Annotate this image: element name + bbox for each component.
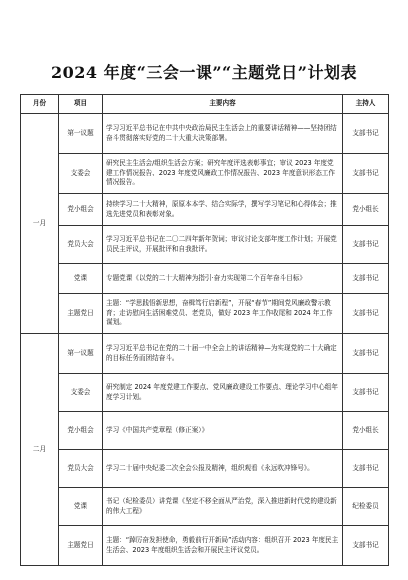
content-cell: 研究制定 2024 年度党建工作要点、党风廉政建设工作要点、理论学习中心组年度学习计划。 bbox=[103, 374, 343, 412]
table-row bbox=[21, 154, 389, 194]
table-row bbox=[21, 226, 389, 264]
item-cell: 党员大会 bbox=[59, 226, 103, 264]
content-cell: 持续学习二十大精神，原原本本学、结合实际学，撰写学习笔记和心得体会；推选先进党员和表彰对象。 bbox=[103, 194, 343, 226]
host-cell: 支部书记 bbox=[343, 294, 389, 334]
host-cell: 党小组长 bbox=[343, 194, 389, 226]
document-title: 2024 年度“三会一课”“主题党日”计划表 bbox=[51, 63, 357, 82]
item-cell: 主题党日 bbox=[59, 526, 103, 566]
header-content: 主要内容 bbox=[103, 95, 343, 114]
item-cell: 党小组会 bbox=[59, 194, 103, 226]
host-cell: 支部书记 bbox=[343, 226, 389, 264]
item-cell: 党小组会 bbox=[59, 412, 103, 450]
month-cell: 一月 bbox=[21, 114, 59, 334]
item-cell: 支委会 bbox=[59, 154, 103, 194]
item-cell: 党员大会 bbox=[59, 450, 103, 488]
host-cell: 支部书记 bbox=[343, 374, 389, 412]
host-cell: 支部书记 bbox=[343, 526, 389, 566]
header-month: 月份 bbox=[21, 95, 59, 114]
content-cell: 主题：“踔厉奋发担使命，勇毅前行开新局”活动内容：组织召开 2023 年度民主生活会、2023 年度组织生活会和开展民主评议党员。 bbox=[103, 526, 343, 566]
content-cell: 学习习近平总书记在党的二十届一中全会上的讲话精神—为实现党的二十大确定的目标任务而团结奋斗。 bbox=[103, 334, 343, 374]
item-cell: 党课 bbox=[59, 264, 103, 294]
content-cell: 学习习近平总书记在二〇二四年新年贺词；审议讨论支部年度工作计划；开展党员民主评议，开展批评和自我批评。 bbox=[103, 226, 343, 264]
month-cell: 二月 bbox=[21, 334, 59, 566]
host-cell: 党小组长 bbox=[343, 412, 389, 450]
host-cell: 支部书记 bbox=[343, 154, 389, 194]
table-row bbox=[21, 194, 389, 226]
table-row bbox=[21, 412, 389, 450]
host-cell: 支部书记 bbox=[343, 264, 389, 294]
table-row bbox=[21, 526, 389, 566]
content-cell: 书记（纪检委员）讲党课《坚定不移全面从严治党，深入推进新时代党的建设新的伟大工程》 bbox=[103, 488, 343, 526]
table-row bbox=[21, 114, 389, 154]
header-host: 主持人 bbox=[343, 95, 389, 114]
table-row bbox=[21, 450, 389, 488]
table-row bbox=[21, 374, 389, 412]
table-row bbox=[21, 334, 389, 374]
plan-table bbox=[20, 94, 389, 566]
content-cell: 学习《中国共产党章程（修正案）》 bbox=[103, 412, 343, 450]
item-cell: 支委会 bbox=[59, 374, 103, 412]
table-row bbox=[21, 264, 389, 294]
header-item: 项目 bbox=[59, 95, 103, 114]
item-cell: 第一议题 bbox=[59, 114, 103, 154]
host-cell: 支部书记 bbox=[343, 334, 389, 374]
host-cell: 支部书记 bbox=[343, 450, 389, 488]
item-cell: 主题党日 bbox=[59, 294, 103, 334]
content-cell: 主题：“学思践悟新思想，奋楫笃行启新程”，开展“春节”期间党风廉政警示教育；走访慰问生活困难党员、老党员，做好 2023 年工作收尾和 2024 年工作谋划。 bbox=[103, 294, 343, 334]
table-row bbox=[21, 294, 389, 334]
content-cell: 研究民主生活会/组织生活会方案；研究年度评选表彰事宜；审议 2023 年度党建工作情况报告、2023 年度党风廉政工作情况报告、2023 年度意识形态工作情况报告。 bbox=[103, 154, 343, 194]
content-cell: 学习习近平总书记在中共中央政治局民主生活会上的重要讲话精神——坚持团结奋斗贯彻落实好党的二十大重大决策部署。 bbox=[103, 114, 343, 154]
table-row bbox=[21, 488, 389, 526]
content-cell: 专题党课《以党的二十大精神为指引·奋力实现第二个百年奋斗目标》 bbox=[103, 264, 343, 294]
table-header-row bbox=[21, 95, 389, 114]
host-cell: 纪检委员 bbox=[343, 488, 389, 526]
content-cell: 学习二十届中央纪委二次全会公报及精神，组织观看《永远吹冲锋号》。 bbox=[103, 450, 343, 488]
item-cell: 党课 bbox=[59, 488, 103, 526]
host-cell: 支部书记 bbox=[343, 114, 389, 154]
item-cell: 第一议题 bbox=[59, 334, 103, 374]
